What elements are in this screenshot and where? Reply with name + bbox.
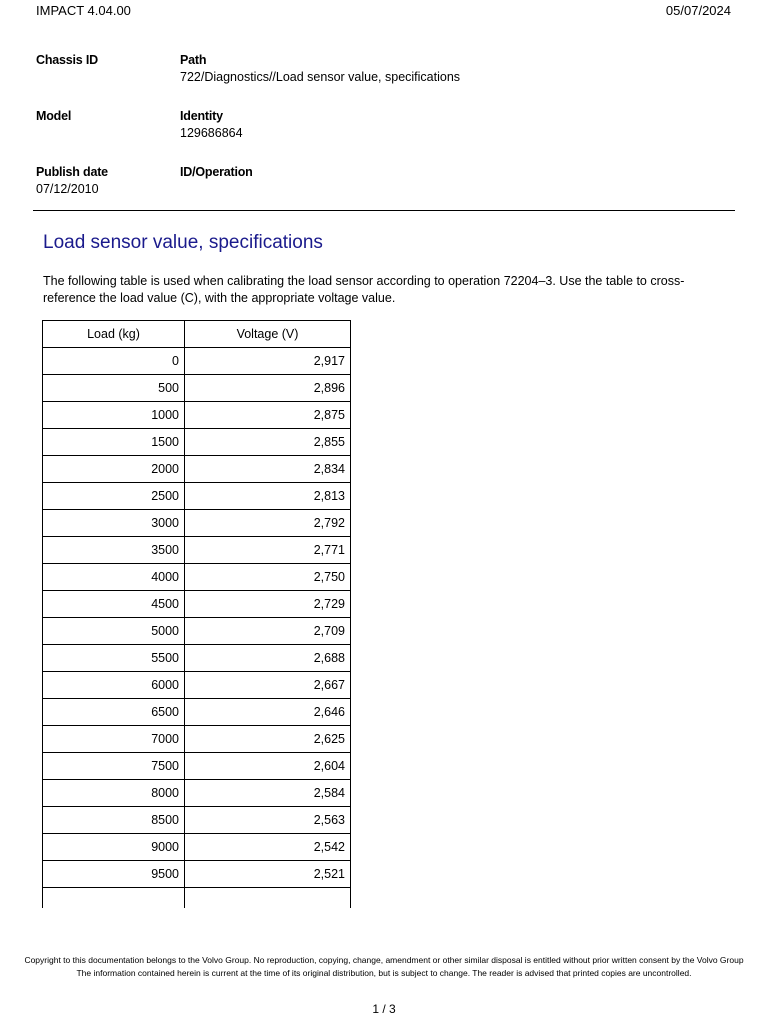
- voltage-cell: 2,729: [185, 591, 351, 618]
- voltage-cell: 2,709: [185, 618, 351, 645]
- load-cell: 5000: [43, 618, 185, 645]
- column-header-voltage: Voltage (V): [185, 321, 351, 348]
- table-row: [43, 456, 351, 483]
- publish-date-label: Publish date: [36, 165, 108, 179]
- table-row: [43, 753, 351, 780]
- table-row: [43, 429, 351, 456]
- identity-value: 129686864: [180, 126, 243, 140]
- app-version: IMPACT 4.04.00: [36, 3, 131, 18]
- table-row: [43, 537, 351, 564]
- table-row: [43, 564, 351, 591]
- meta-row-2: [36, 108, 736, 164]
- load-cell: 7500: [43, 753, 185, 780]
- voltage-cell: 2,625: [185, 726, 351, 753]
- path-label: Path: [180, 53, 207, 67]
- voltage-cell: 2,584: [185, 780, 351, 807]
- spec-table-container: [42, 320, 351, 908]
- voltage-cell: 2,646: [185, 699, 351, 726]
- voltage-cell: [185, 888, 351, 909]
- chassis-id-label: Chassis ID: [36, 53, 98, 67]
- table-row: [43, 699, 351, 726]
- voltage-cell: 2,563: [185, 807, 351, 834]
- footer: [20, 954, 748, 980]
- table-row: [43, 591, 351, 618]
- voltage-cell: 2,875: [185, 402, 351, 429]
- load-cell: 0: [43, 348, 185, 375]
- table-row: [43, 375, 351, 402]
- publish-date-value: 07/12/2010: [36, 182, 99, 196]
- column-header-load: Load (kg): [43, 321, 185, 348]
- disclaimer-notice: The information contained herein is current at the time of its original distribution, but is subject to change. The reader is advised that printed copies are uncontrolled.: [76, 968, 692, 978]
- table-row: [43, 402, 351, 429]
- load-cell: 6500: [43, 699, 185, 726]
- load-cell: 9500: [43, 861, 185, 888]
- load-cell: 8000: [43, 780, 185, 807]
- voltage-cell: 2,667: [185, 672, 351, 699]
- voltage-cell: 2,896: [185, 375, 351, 402]
- intro-paragraph: The following table is used when calibrating the load sensor according to operation 72204–3. Use the table to cross-reference the load value (C), with the appropriate voltage value.: [43, 274, 685, 305]
- voltage-cell: 2,917: [185, 348, 351, 375]
- print-date: 05/07/2024: [665, 3, 731, 18]
- table-row: [43, 645, 351, 672]
- load-cell: 2000: [43, 456, 185, 483]
- header-divider: [33, 210, 735, 211]
- page-number: 1 / 3: [372, 1002, 396, 1016]
- voltage-cell: 2,604: [185, 753, 351, 780]
- load-cell: 5500: [43, 645, 185, 672]
- table-row: [43, 888, 351, 909]
- load-cell: [43, 888, 185, 909]
- table-row: [43, 483, 351, 510]
- load-cell: 3500: [43, 537, 185, 564]
- voltage-cell: 2,813: [185, 483, 351, 510]
- table-body: [43, 348, 351, 909]
- load-cell: 7000: [43, 726, 185, 753]
- load-cell: 4500: [43, 591, 185, 618]
- voltage-cell: 2,542: [185, 834, 351, 861]
- identity-label: Identity: [180, 109, 223, 123]
- voltage-cell: 2,855: [185, 429, 351, 456]
- table-header-row: [43, 321, 351, 348]
- table-row: [43, 780, 351, 807]
- page-title: Load sensor value, specifications: [43, 232, 323, 253]
- table-row: [43, 672, 351, 699]
- voltage-cell: 2,834: [185, 456, 351, 483]
- copyright-notice: Copyright to this documentation belongs to the Volvo Group. No reproduction, copying, change, amendment or other similar disposal is entitled without prior written consent by the Volvo Group: [24, 955, 744, 965]
- document-metadata: [36, 52, 736, 220]
- load-cell: 2500: [43, 483, 185, 510]
- load-cell: 1000: [43, 402, 185, 429]
- voltage-cell: 2,771: [185, 537, 351, 564]
- table-row: [43, 348, 351, 375]
- model-label: Model: [36, 109, 72, 123]
- voltage-cell: 2,521: [185, 861, 351, 888]
- load-cell: 500: [43, 375, 185, 402]
- voltage-cell: 2,688: [185, 645, 351, 672]
- voltage-cell: 2,792: [185, 510, 351, 537]
- meta-row-3: [36, 164, 736, 220]
- load-cell: 8500: [43, 807, 185, 834]
- load-cell: 6000: [43, 672, 185, 699]
- path-value: 722/Diagnostics//Load sensor value, specifications: [180, 70, 461, 84]
- table-row: [43, 807, 351, 834]
- load-cell: 9000: [43, 834, 185, 861]
- load-cell: 4000: [43, 564, 185, 591]
- meta-row-1: [36, 52, 736, 108]
- load-cell: 1500: [43, 429, 185, 456]
- id-operation-label: ID/Operation: [180, 165, 253, 179]
- table-row: [43, 861, 351, 888]
- table-row: [43, 618, 351, 645]
- table-row: [43, 510, 351, 537]
- load-cell: 3000: [43, 510, 185, 537]
- voltage-cell: 2,750: [185, 564, 351, 591]
- table-row: [43, 726, 351, 753]
- table-row: [43, 834, 351, 861]
- load-voltage-table: [42, 320, 351, 908]
